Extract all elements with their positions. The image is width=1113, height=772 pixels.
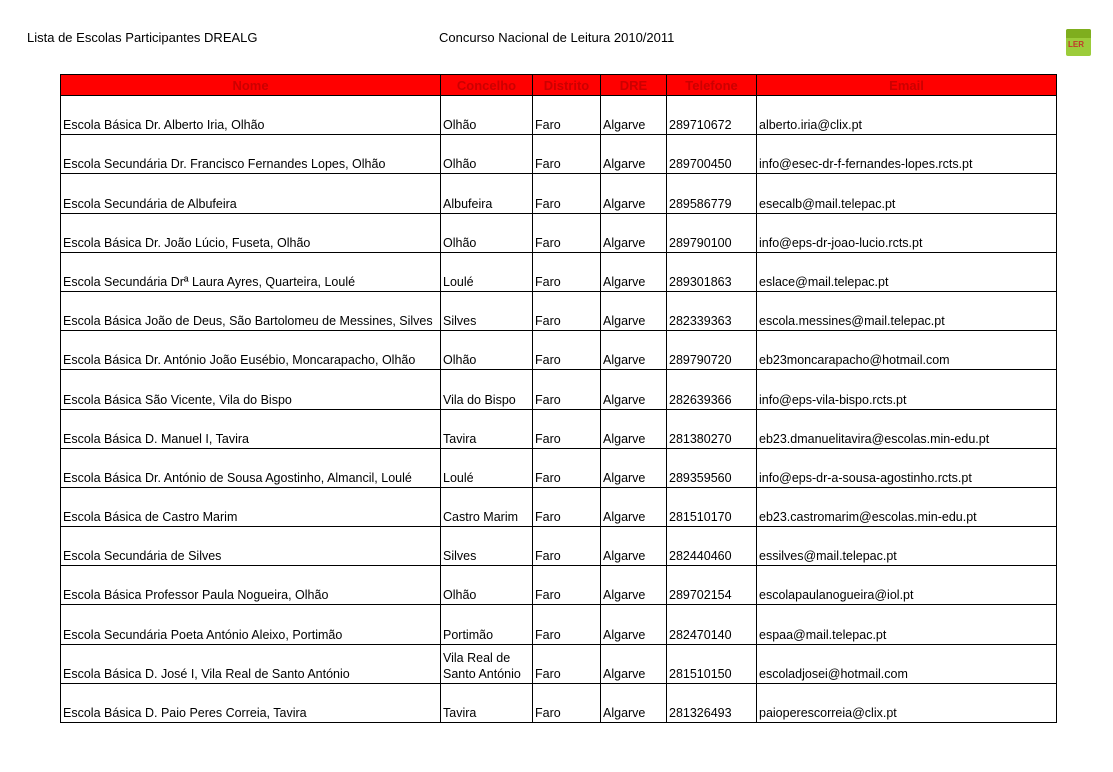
- nome-cell: Escola Básica Dr. Alberto Iria, Olhão: [61, 96, 441, 135]
- telefone-cell: 281380270: [667, 409, 757, 448]
- table-row: [61, 605, 1057, 644]
- dre-cell: Algarve: [601, 174, 667, 213]
- table-row: [61, 291, 1057, 330]
- email-cell: eb23.castromarim@escolas.min-edu.pt: [757, 487, 1057, 526]
- email-cell: paioperescorreia@clix.pt: [757, 683, 1057, 722]
- email-cell: alberto.iria@clix.pt: [757, 96, 1057, 135]
- schools-table: [60, 74, 1057, 723]
- col-header-email: Email: [757, 75, 1057, 96]
- col-header-nome: Nome: [61, 75, 441, 96]
- distrito-cell: Faro: [533, 409, 601, 448]
- table-row: [61, 448, 1057, 487]
- telefone-cell: 281326493: [667, 683, 757, 722]
- logo-text: LER: [1068, 40, 1084, 49]
- email-cell: info@eps-dr-joao-lucio.rcts.pt: [757, 213, 1057, 252]
- nome-cell: Escola Secundária Poeta António Aleixo, Portimão: [61, 605, 441, 644]
- nome-cell: Escola Secundária Drª Laura Ayres, Quarteira, Loulé: [61, 252, 441, 291]
- dre-cell: Algarve: [601, 291, 667, 330]
- concelho-cell: Olhão: [441, 331, 533, 370]
- dre-cell: Algarve: [601, 527, 667, 566]
- col-header-distrito: Distrito: [533, 75, 601, 96]
- concelho-cell: Tavira: [441, 409, 533, 448]
- telefone-cell: 289359560: [667, 448, 757, 487]
- distrito-cell: Faro: [533, 527, 601, 566]
- distrito-cell: Faro: [533, 291, 601, 330]
- table-row: [61, 566, 1057, 605]
- distrito-cell: Faro: [533, 213, 601, 252]
- telefone-cell: 289790720: [667, 331, 757, 370]
- contest-title: Concurso Nacional de Leitura 2010/2011: [439, 30, 675, 45]
- telefone-cell: 289301863: [667, 252, 757, 291]
- nome-cell: Escola Secundária de Albufeira: [61, 174, 441, 213]
- distrito-cell: Faro: [533, 566, 601, 605]
- telefone-cell: 281510170: [667, 487, 757, 526]
- table-row: [61, 409, 1057, 448]
- nome-cell: Escola Básica de Castro Marim: [61, 487, 441, 526]
- telefone-cell: 282639366: [667, 370, 757, 409]
- concelho-cell: Olhão: [441, 96, 533, 135]
- table-row: [61, 331, 1057, 370]
- concelho-cell: Albufeira: [441, 174, 533, 213]
- telefone-cell: 282440460: [667, 527, 757, 566]
- dre-cell: Algarve: [601, 213, 667, 252]
- table-row: [61, 527, 1057, 566]
- nome-cell: Escola Básica Dr. António João Eusébio, Moncarapacho, Olhão: [61, 331, 441, 370]
- concelho-cell: Olhão: [441, 566, 533, 605]
- telefone-cell: 289700450: [667, 135, 757, 174]
- telefone-cell: 289702154: [667, 566, 757, 605]
- dre-cell: Algarve: [601, 566, 667, 605]
- telefone-cell: 282470140: [667, 605, 757, 644]
- dre-cell: Algarve: [601, 409, 667, 448]
- telefone-cell: 281510150: [667, 644, 757, 683]
- dre-cell: Algarve: [601, 96, 667, 135]
- email-cell: escola.messines@mail.telepac.pt: [757, 291, 1057, 330]
- email-cell: info@eps-vila-bispo.rcts.pt: [757, 370, 1057, 409]
- concelho-cell: Loulé: [441, 252, 533, 291]
- dre-cell: Algarve: [601, 448, 667, 487]
- table-row: [61, 252, 1057, 291]
- dre-cell: Algarve: [601, 252, 667, 291]
- nome-cell: Escola Básica D. Paio Peres Correia, Tavira: [61, 683, 441, 722]
- telefone-cell: 289710672: [667, 96, 757, 135]
- col-header-concelho: Concelho: [441, 75, 533, 96]
- concelho-cell: Vila do Bispo: [441, 370, 533, 409]
- dre-cell: Algarve: [601, 487, 667, 526]
- email-cell: escolapaulanogueira@iol.pt: [757, 566, 1057, 605]
- concelho-cell: Vila Real de Santo António: [441, 644, 533, 683]
- email-cell: eb23.dmanuelitavira@escolas.min-edu.pt: [757, 409, 1057, 448]
- nome-cell: Escola Secundária Dr. Francisco Fernandes Lopes, Olhão: [61, 135, 441, 174]
- telefone-cell: 289586779: [667, 174, 757, 213]
- distrito-cell: Faro: [533, 644, 601, 683]
- email-cell: esecalb@mail.telepac.pt: [757, 174, 1057, 213]
- email-cell: essilves@mail.telepac.pt: [757, 527, 1057, 566]
- distrito-cell: Faro: [533, 487, 601, 526]
- concelho-cell: Olhão: [441, 213, 533, 252]
- table-row: [61, 644, 1057, 683]
- dre-cell: Algarve: [601, 135, 667, 174]
- email-cell: info@esec-dr-f-fernandes-lopes.rcts.pt: [757, 135, 1057, 174]
- concelho-cell: Silves: [441, 291, 533, 330]
- distrito-cell: Faro: [533, 252, 601, 291]
- table-header-row: [61, 75, 1057, 96]
- col-header-telefone: Telefone: [667, 75, 757, 96]
- email-cell: info@eps-dr-a-sousa-agostinho.rcts.pt: [757, 448, 1057, 487]
- distrito-cell: Faro: [533, 96, 601, 135]
- concelho-cell: Portimão: [441, 605, 533, 644]
- table-row: [61, 487, 1057, 526]
- concelho-cell: Olhão: [441, 135, 533, 174]
- nome-cell: Escola Básica Dr. António de Sousa Agostinho, Almancil, Loulé: [61, 448, 441, 487]
- distrito-cell: Faro: [533, 448, 601, 487]
- dre-cell: Algarve: [601, 331, 667, 370]
- document-title: Lista de Escolas Participantes DREALG: [27, 30, 258, 45]
- concelho-cell: Silves: [441, 527, 533, 566]
- dre-cell: Algarve: [601, 605, 667, 644]
- nome-cell: Escola Básica Professor Paula Nogueira, Olhão: [61, 566, 441, 605]
- nome-cell: Escola Básica João de Deus, São Bartolomeu de Messines, Silves: [61, 291, 441, 330]
- nome-cell: Escola Básica Dr. João Lúcio, Fuseta, Olhão: [61, 213, 441, 252]
- distrito-cell: Faro: [533, 605, 601, 644]
- email-cell: eb23moncarapacho@hotmail.com: [757, 331, 1057, 370]
- table-row: [61, 683, 1057, 722]
- distrito-cell: Faro: [533, 331, 601, 370]
- email-cell: eslace@mail.telepac.pt: [757, 252, 1057, 291]
- dre-cell: Algarve: [601, 683, 667, 722]
- concelho-cell: Castro Marim: [441, 487, 533, 526]
- distrito-cell: Faro: [533, 135, 601, 174]
- email-cell: espaa@mail.telepac.pt: [757, 605, 1057, 644]
- col-header-dre: DRE: [601, 75, 667, 96]
- table-row: [61, 370, 1057, 409]
- distrito-cell: Faro: [533, 370, 601, 409]
- nome-cell: Escola Básica D. José I, Vila Real de Santo António: [61, 644, 441, 683]
- distrito-cell: Faro: [533, 174, 601, 213]
- ler-logo: [1066, 29, 1091, 56]
- dre-cell: Algarve: [601, 370, 667, 409]
- table-row: [61, 135, 1057, 174]
- nome-cell: Escola Básica São Vicente, Vila do Bispo: [61, 370, 441, 409]
- concelho-cell: Tavira: [441, 683, 533, 722]
- table-row: [61, 96, 1057, 135]
- nome-cell: Escola Secundária de Silves: [61, 527, 441, 566]
- telefone-cell: 282339363: [667, 291, 757, 330]
- table-row: [61, 174, 1057, 213]
- telefone-cell: 289790100: [667, 213, 757, 252]
- table-row: [61, 213, 1057, 252]
- concelho-cell: Loulé: [441, 448, 533, 487]
- email-cell: escoladjosei@hotmail.com: [757, 644, 1057, 683]
- dre-cell: Algarve: [601, 644, 667, 683]
- nome-cell: Escola Básica D. Manuel I, Tavira: [61, 409, 441, 448]
- distrito-cell: Faro: [533, 683, 601, 722]
